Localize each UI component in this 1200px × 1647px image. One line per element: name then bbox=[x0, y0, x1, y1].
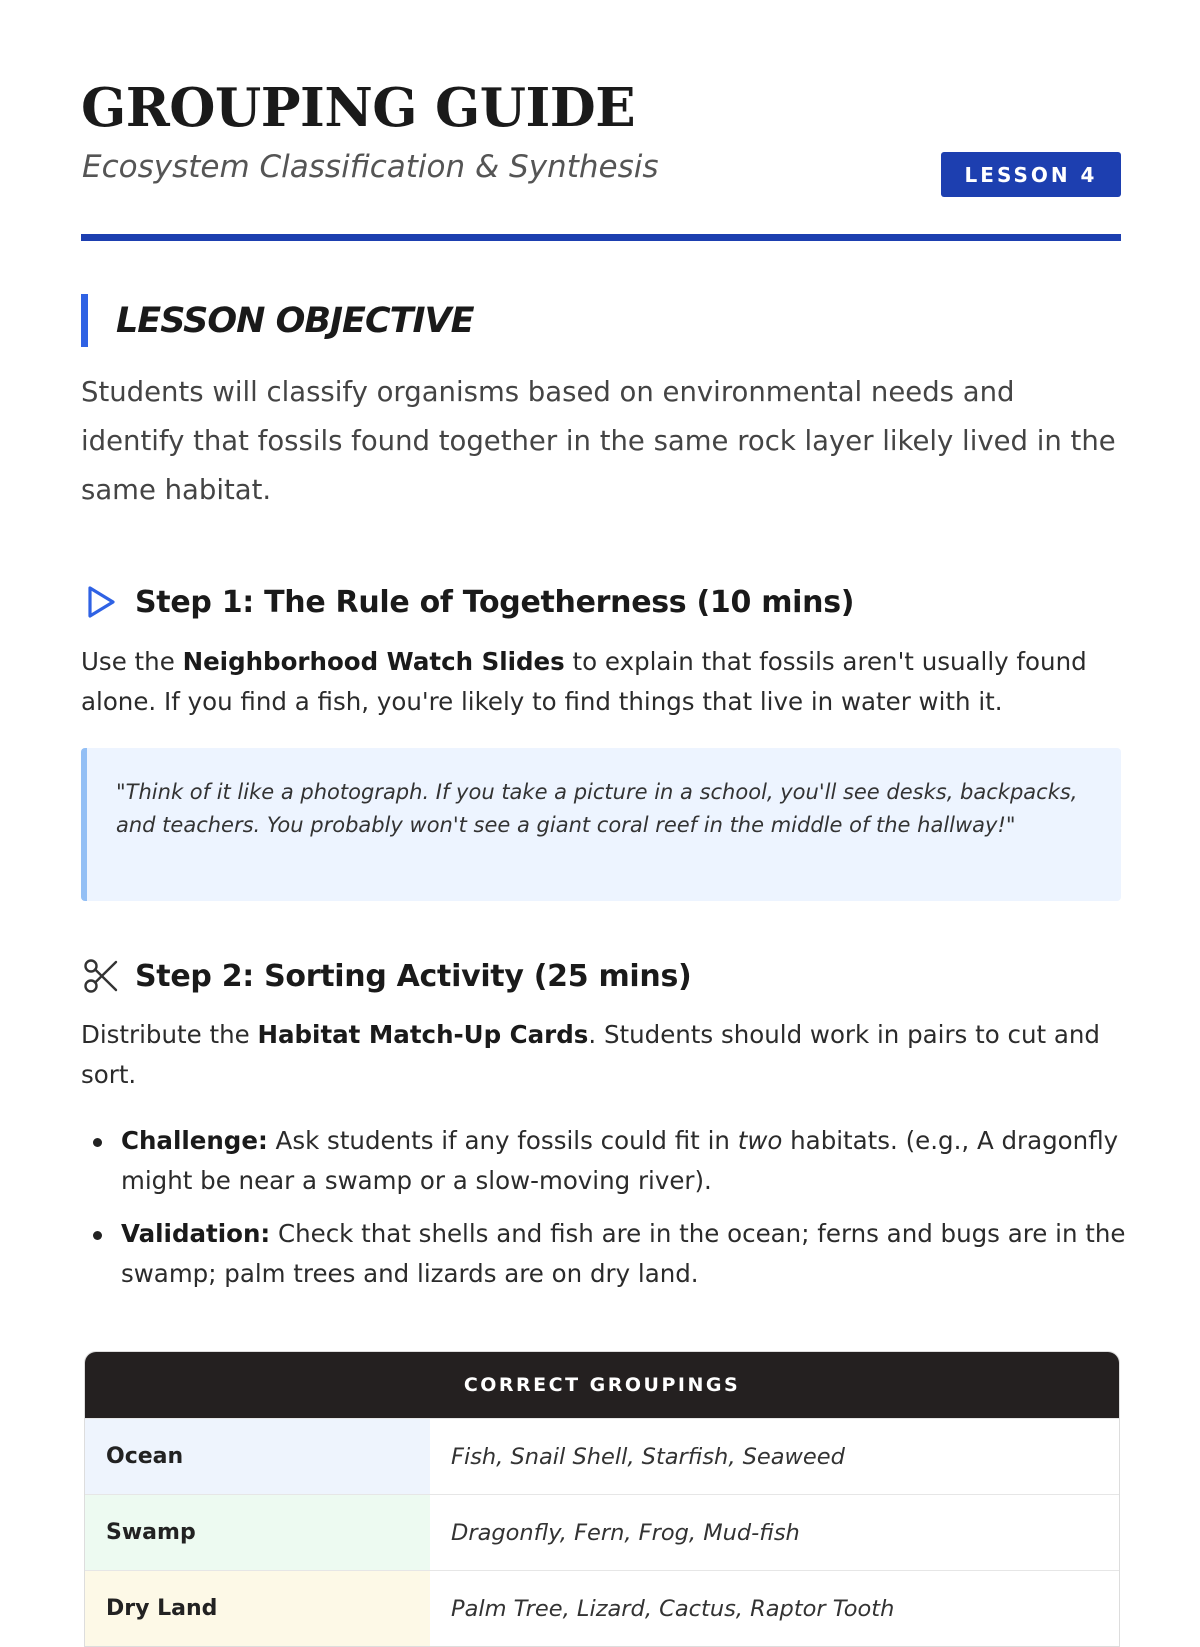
habitat-cell: Ocean bbox=[85, 1419, 430, 1494]
objective-text: Students will classify organisms based on environmental needs and identify that fossils found together in the same rock layer likely lived in the same habitat. bbox=[81, 376, 1116, 506]
step2-heading bbox=[81, 956, 691, 996]
table-row bbox=[85, 1494, 1119, 1570]
step1-description bbox=[81, 642, 1121, 722]
lesson-badge: LESSON 4 bbox=[941, 152, 1121, 197]
lesson-page bbox=[81, 0, 1126, 1622]
validation-text: Check that shells and fish are in the ocean; ferns and bugs are in the swamp; palm trees and lizards are on dry land. bbox=[121, 1219, 1126, 1288]
habitat-cards-name: Habitat Match-Up Cards bbox=[257, 1020, 589, 1049]
step1-heading bbox=[81, 582, 854, 622]
page-header bbox=[81, 0, 1121, 241]
challenge-label: Challenge: bbox=[121, 1126, 268, 1155]
habitat-items-cell: Dragonfly, Fern, Frog, Mud-fish bbox=[451, 1519, 800, 1546]
groupings-table-header: CORRECT GROUPINGS bbox=[85, 1352, 1119, 1418]
teacher-quote: "Think of it like a photograph. If you take a picture in a school, you'll see desks, backpacks, and teachers. You probably won't see a giant coral reef in the middle of the hallway!" bbox=[81, 748, 1121, 901]
play-triangle-icon bbox=[81, 582, 121, 622]
challenge-text-after: habitats. (e.g., A dragonfly might be near a swamp or a slow-moving river). bbox=[121, 1126, 1119, 1195]
page-subtitle: Ecosystem Classification & Synthesis bbox=[82, 149, 659, 185]
habitat-items-cell: Fish, Snail Shell, Starfish, Seaweed bbox=[451, 1443, 845, 1470]
step2-description bbox=[81, 1015, 1121, 1095]
validation-label: Validation: bbox=[121, 1219, 271, 1248]
step1-title: Step 1: The Rule of Togetherness (10 mins) bbox=[135, 584, 855, 620]
objective-heading bbox=[81, 294, 474, 347]
habitat-items-cell: Palm Tree, Lizard, Cactus, Raptor Tooth bbox=[451, 1595, 895, 1622]
header-divider bbox=[81, 234, 1121, 241]
list-item-challenge bbox=[121, 1121, 1161, 1201]
table-row bbox=[85, 1418, 1119, 1494]
correct-groupings-table bbox=[84, 1351, 1120, 1647]
scissors-icon bbox=[81, 956, 121, 996]
table-row bbox=[85, 1570, 1119, 1646]
neighborhood-watch-slides-link: Neighborhood Watch Slides bbox=[182, 647, 565, 676]
challenge-text-before: Ask students if any fossils could fit in bbox=[267, 1126, 738, 1155]
step2-title: Step 2: Sorting Activity (25 mins) bbox=[135, 958, 692, 994]
habitat-cell: Dry Land bbox=[85, 1571, 430, 1646]
challenge-emphasis: two bbox=[737, 1126, 783, 1155]
habitat-cell: Swamp bbox=[85, 1495, 430, 1570]
step1-text-before: Use the bbox=[81, 647, 183, 676]
step2-text-before: Distribute the bbox=[81, 1020, 258, 1049]
objective-heading-label: LESSON OBJECTIVE bbox=[116, 300, 474, 341]
step2-text-after: . Students should work in pairs to cut and sort. bbox=[81, 1020, 1100, 1089]
list-item-validation bbox=[121, 1214, 1161, 1294]
step2-bullets bbox=[81, 1121, 1161, 1307]
step1-text-after: to explain that fossils aren't usually found alone. If you find a fish, you're likely to find things that live in water with it. bbox=[81, 647, 1087, 716]
page-title: GROUPING GUIDE bbox=[81, 77, 636, 139]
